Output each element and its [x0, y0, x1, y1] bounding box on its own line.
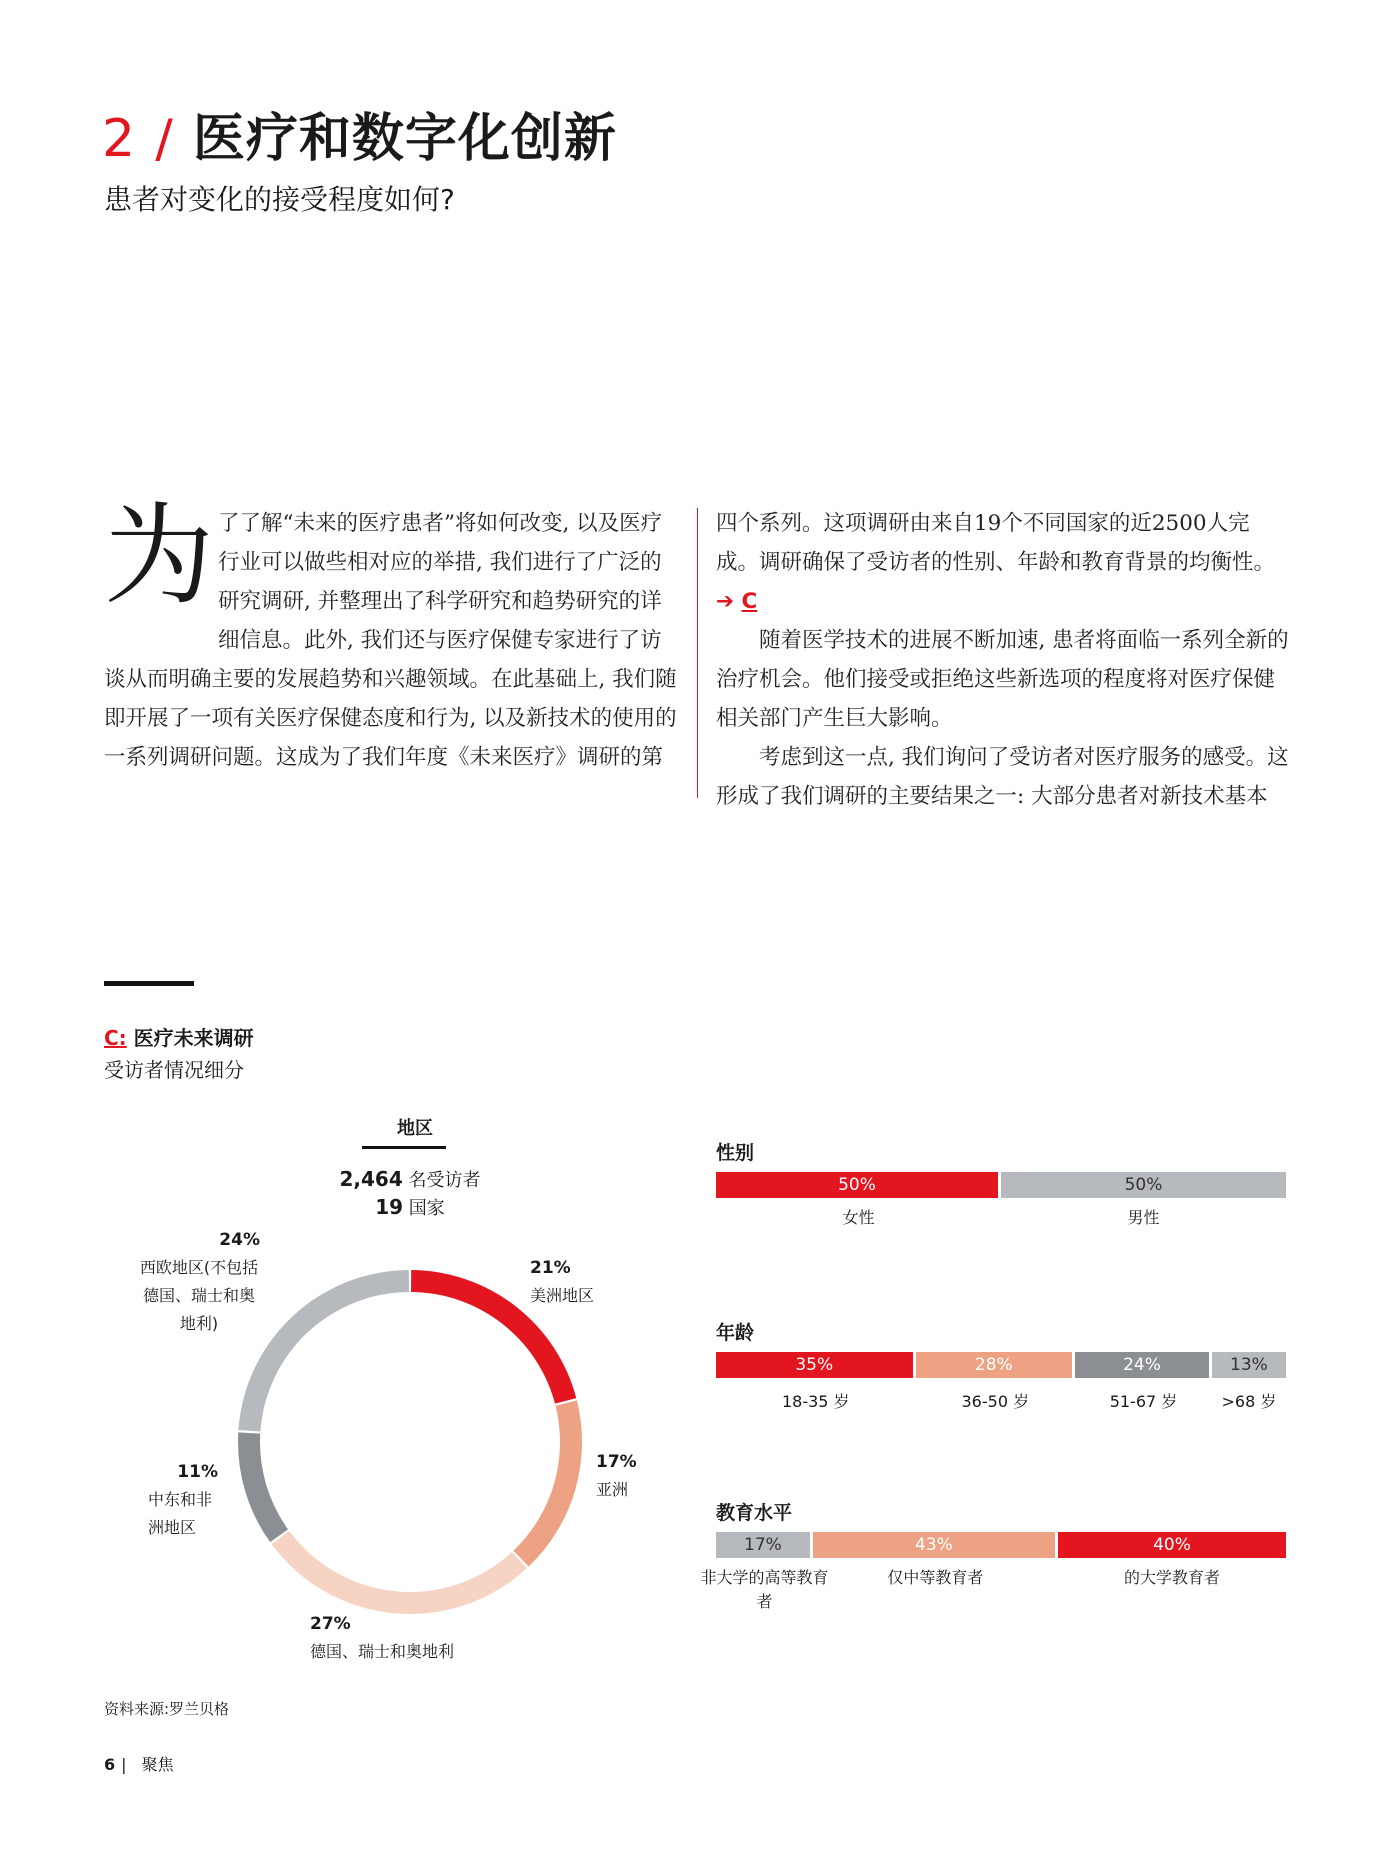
dropcap: 为 — [104, 492, 214, 620]
figure-reference-letter: C — [741, 589, 758, 614]
article-column-2 — [716, 504, 1290, 816]
bar-category-label: 的大学教育者 — [1123, 1568, 1220, 1587]
bar-category-label: 51-67 岁 — [1109, 1392, 1178, 1411]
article-paragraph — [716, 504, 1290, 621]
bar-segment: 13% — [1212, 1352, 1286, 1378]
gender-bar — [716, 1172, 1286, 1198]
age-categories — [716, 1390, 1286, 1440]
figure-letter: C: — [104, 1026, 127, 1050]
section-separator: / — [155, 109, 174, 169]
bar-category-label: >68 岁 — [1221, 1392, 1277, 1411]
footer-section: 聚焦 — [141, 1755, 174, 1774]
page-number: 6 — [104, 1755, 116, 1774]
bar-category-label: 36-50 岁 — [961, 1392, 1030, 1411]
slice-category: 美洲地区 — [530, 1286, 595, 1305]
slice-label-americas — [530, 1254, 594, 1310]
figure-title: 医疗未来调研 — [133, 1026, 254, 1050]
countries-count — [320, 1194, 500, 1220]
slice-category: 德国、瑞士和奥地利 — [310, 1642, 455, 1661]
slice-label-dach — [310, 1610, 454, 1666]
slice-category: 中东和非洲地区 — [148, 1490, 213, 1537]
page-title — [102, 96, 617, 171]
slice-label-mea — [112, 1458, 218, 1542]
slice-label-asia — [596, 1448, 637, 1504]
countries-label: 国家 — [408, 1198, 445, 1219]
slice-category: 亚洲 — [596, 1480, 629, 1499]
donut-slice-asia — [513, 1400, 582, 1566]
section-number: 2 — [102, 109, 137, 169]
paragraph-text: 四个系列。这项调研由来自19个不同国家的近2500人完成。调研确保了受访者的性别、年龄和教育背景的均衡性。 — [716, 511, 1276, 575]
region-donut-chart — [230, 1262, 590, 1622]
education-bar — [716, 1532, 1286, 1558]
slice-percent: 24% — [219, 1230, 260, 1250]
donut-slice-dach — [272, 1531, 527, 1614]
article-paragraph: 随着医学技术的进展不断加速, 患者将面临一系列全新的治疗机会。他们接受或拒绝这些新选项的程度将对医疗保健相关部门产生巨大影响。 — [716, 628, 1289, 731]
bar-category-label: 男性 — [1127, 1208, 1160, 1227]
figure-subtitle: 受访者情况细分 — [104, 1058, 244, 1082]
bar-segment: 28% — [916, 1352, 1073, 1378]
bar-segment: 40% — [1058, 1532, 1286, 1558]
respondents-label: 名受访者 — [408, 1170, 481, 1191]
bar-segment: 35% — [716, 1352, 913, 1378]
gender-categories — [716, 1206, 1286, 1256]
countries-value: 19 — [375, 1195, 404, 1219]
bar-segment: 50% — [716, 1172, 998, 1198]
slice-percent: 17% — [596, 1452, 637, 1472]
region-title-rule — [362, 1146, 446, 1149]
article-paragraph: 了了解“未来的医疗患者”将如何改变, 以及医疗行业可以做些相对应的举措, 我们进行了广泛的研究调研, 并整理出了科学研究和趋势研究的详细信息。此外, 我们还与医疗保健专家进行了访谈从而明确主要的发展趋势和兴趣领域。在此基础上, 我们随即开展了一项有关医疗保健态度和行为, 以及新技术的使用的一系列调研问题。这成为了我们年度《未来医疗》调研的第 — [104, 511, 677, 770]
donut-slice-mea — [238, 1432, 288, 1542]
bar-segment: 50% — [1001, 1172, 1286, 1198]
education-categories — [700, 1566, 1300, 1626]
slice-label-western-europe — [138, 1226, 260, 1338]
arrow-right-icon: ➔ — [716, 589, 735, 614]
bar-segment: 43% — [813, 1532, 1055, 1558]
education-chart-title: 教育水平 — [716, 1502, 793, 1524]
region-chart-title: 地区 — [397, 1118, 433, 1139]
bar-category-label: 非大学的高等教育者 — [700, 1568, 829, 1611]
source-note: 资料来源:罗兰贝格 — [104, 1700, 230, 1718]
bar-segment: 17% — [716, 1532, 810, 1558]
section-rule — [104, 981, 194, 986]
page-subtitle: 患者对变化的接受程度如何? — [104, 183, 455, 216]
donut-slice-western-europe — [238, 1270, 409, 1432]
gender-chart-title: 性别 — [716, 1142, 755, 1164]
bar-category-label: 18-35 岁 — [781, 1392, 850, 1411]
bar-category-label: 女性 — [842, 1208, 875, 1227]
article-paragraph: 考虑到这一点, 我们询问了受访者对医疗服务的感受。这形成了我们调研的主要结果之一: 大部分患者对新技术基本 — [716, 745, 1289, 809]
slice-percent: 27% — [310, 1614, 351, 1634]
respondents-count — [320, 1166, 500, 1192]
age-chart-title: 年龄 — [716, 1322, 755, 1344]
page-footer — [104, 1752, 174, 1775]
bar-segment: 24% — [1075, 1352, 1209, 1378]
slice-percent: 21% — [530, 1258, 571, 1278]
section-title: 医疗和数字化创新 — [192, 109, 617, 169]
respondents-value: 2,464 — [339, 1167, 403, 1191]
figure-label — [104, 1022, 254, 1051]
figure-reference-link[interactable] — [716, 589, 757, 614]
slice-category: 西欧地区(不包括德国、瑞士和奥地利) — [139, 1258, 259, 1333]
age-bar — [716, 1352, 1286, 1378]
article-column-1 — [104, 492, 680, 777]
footer-separator: | — [121, 1755, 127, 1774]
bar-category-label: 仅中等教育者 — [887, 1568, 984, 1587]
column-divider — [697, 508, 698, 798]
slice-percent: 11% — [177, 1462, 218, 1482]
